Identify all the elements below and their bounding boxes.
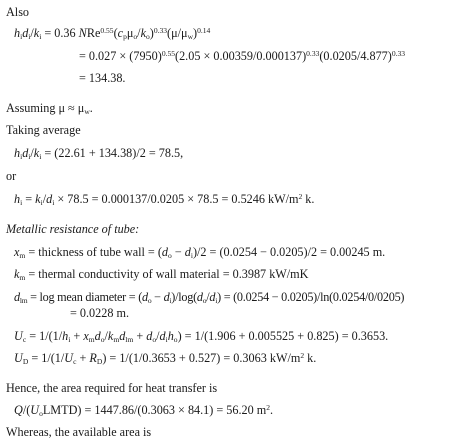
heat-transfer-equation-line-1: $h_id_i/k_i = 0.36$ $NRe^{0.55}(c_p\mu_o/k_o)^{0.33}(\mu/\mu_w)^{0.14}$ (14, 25, 211, 41)
heat-transfer-equation-line-3: = 134.38. (79, 71, 126, 85)
dlm-definition-line-2: = 0.0228 m. (70, 306, 130, 320)
text-also: Also (6, 5, 30, 19)
xm-definition: $x_m$ = thickness of tube wall = $(d_o - d_i)/2 = (0.0254 - 0.0205)/2 = 0.00245$ m. (14, 245, 386, 260)
text-assuming: Assuming $\mu \approx \mu_w$. (6, 101, 93, 116)
hi-equation: $h_i = k_i/d_i \times 78.5 = 0.000137/0.0205 \times 78.5 = 0.5246$ $kW/m^2$ k. (14, 191, 315, 207)
ud-equation: $U_D = 1/(1/U_c + R_D) = 1/(1/0.3653 + 0.527) = 0.3063$ $kW/m^2$ k. (14, 350, 317, 366)
km-definition: $k_m$ = thermal conductivity of wall material = 0.3987 kW/mK (14, 267, 309, 282)
text-hence: Hence, the area required for heat transfer is (6, 381, 218, 395)
text-or: or (6, 169, 17, 183)
average-equation: $h_id_i/k_i = (22.61 + 134.38)/2 = 78.5$, (14, 146, 184, 161)
dlm-definition-line-1: $d_{lm} = \log$ mean diameter = $(d_o - d_i)/\log(d_o/d_i) = (0.0254 - 0.0205)/\ln(0.0254/0/0205)$ (14, 290, 405, 305)
text-whereas: Whereas, the available area is (6, 425, 152, 439)
uc-equation: $U_c = 1/(1/h_i + x_md_o/k_md_{lm} + d_o/d_ih_o) = 1/(1.906 + 0.005525 + 0.825) = 0.3653$. (14, 329, 389, 344)
metallic-resistance-heading: Metallic resistance of tube: (6, 222, 140, 236)
heat-transfer-equation-line-2: = $0.027 \times (7950)^{0.55}(2.05 \times 0.00359/0.000137)^{0.33}(0.0205/4.877)^{0.33}$ (79, 48, 406, 63)
text-taking-average: Taking average (6, 123, 81, 137)
area-equation: $Q/(U_oLMTD) = 1447.86/(0.3063 \times 84.1) = 56.20$ $m^2$. (14, 402, 274, 418)
